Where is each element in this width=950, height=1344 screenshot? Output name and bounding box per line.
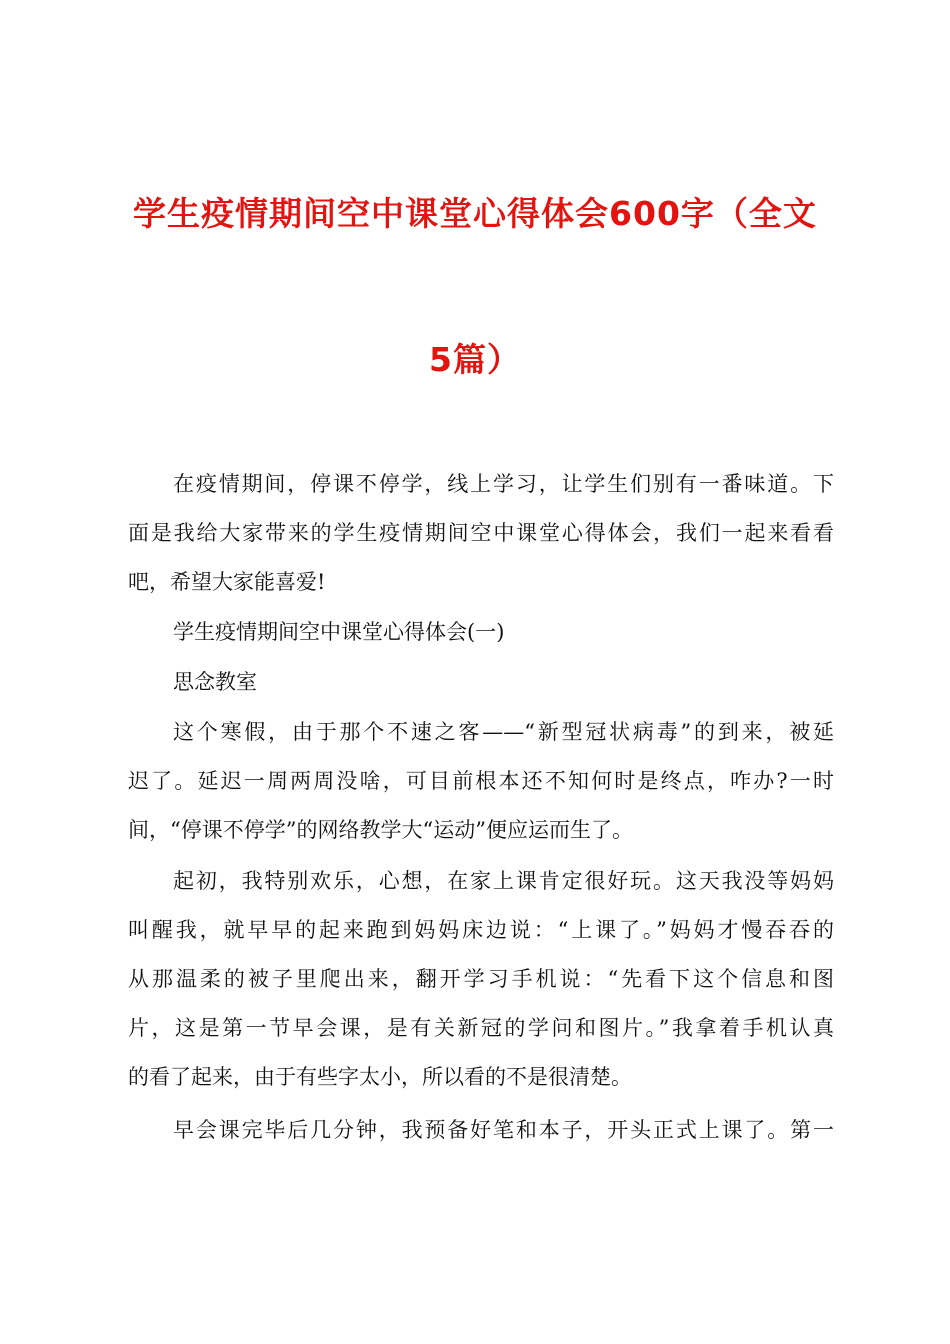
paragraph-1 <box>128 708 834 855</box>
document-title-line-1: 学生疫情期间空中课堂心得体会600字（全文 <box>133 194 817 233</box>
paragraph-line: 面是我给大家带来的学生疫情期间空中课堂心得体会，我们一起来看看 <box>128 521 834 545</box>
document-title-line-2: 5篇） <box>429 340 521 379</box>
paragraph-line: 吧，希望大家能喜爱! <box>128 570 326 594</box>
paragraph-line: 叫醒我，就早早的起来跑到妈妈床边说：“上课了。”妈妈才慢吞吞的 <box>128 918 834 942</box>
paragraph-line: 起初，我特别欢乐，心想，在家上课肯定很好玩。这天我没等妈妈 <box>173 869 834 893</box>
paragraph-line: 这个寒假，由于那个不速之客——“新型冠状病毒”的到来，被延 <box>173 720 834 744</box>
paragraph-line: 片，这是第一节早会课，是有关新冠的学问和图片。”我拿着手机认真 <box>128 1016 834 1040</box>
paragraph-line: 迟了。延迟一周两周没啥，可目前根本还不知何时是终点，咋办?一时 <box>128 769 834 793</box>
intro-paragraph <box>128 460 834 607</box>
paragraph-line: 在疫情期间，停课不停学，线上学习，让学生们别有一番味道。下 <box>173 472 834 496</box>
paragraph-2 <box>128 857 834 1102</box>
paragraph-line: 间，“停课不停学”的网络教学大“运动”便应运而生了。 <box>128 818 633 842</box>
section-heading-text: 学生疫情期间空中课堂心得体会(一) <box>173 620 505 644</box>
essay-title-text: 思念教室 <box>173 670 257 694</box>
paragraph-line: 早会课完毕后几分钟，我预备好笔和本子，开头正式上课了。第一 <box>173 1118 834 1142</box>
paragraph-3 <box>128 1106 834 1155</box>
essay-title <box>128 658 834 707</box>
paragraph-line: 从那温柔的被子里爬出来，翻开学习手机说：“先看下这个信息和图 <box>128 967 834 991</box>
section-heading <box>128 608 834 657</box>
paragraph-line: 的看了起来，由于有些字太小，所以看的不是很清楚。 <box>128 1065 632 1089</box>
